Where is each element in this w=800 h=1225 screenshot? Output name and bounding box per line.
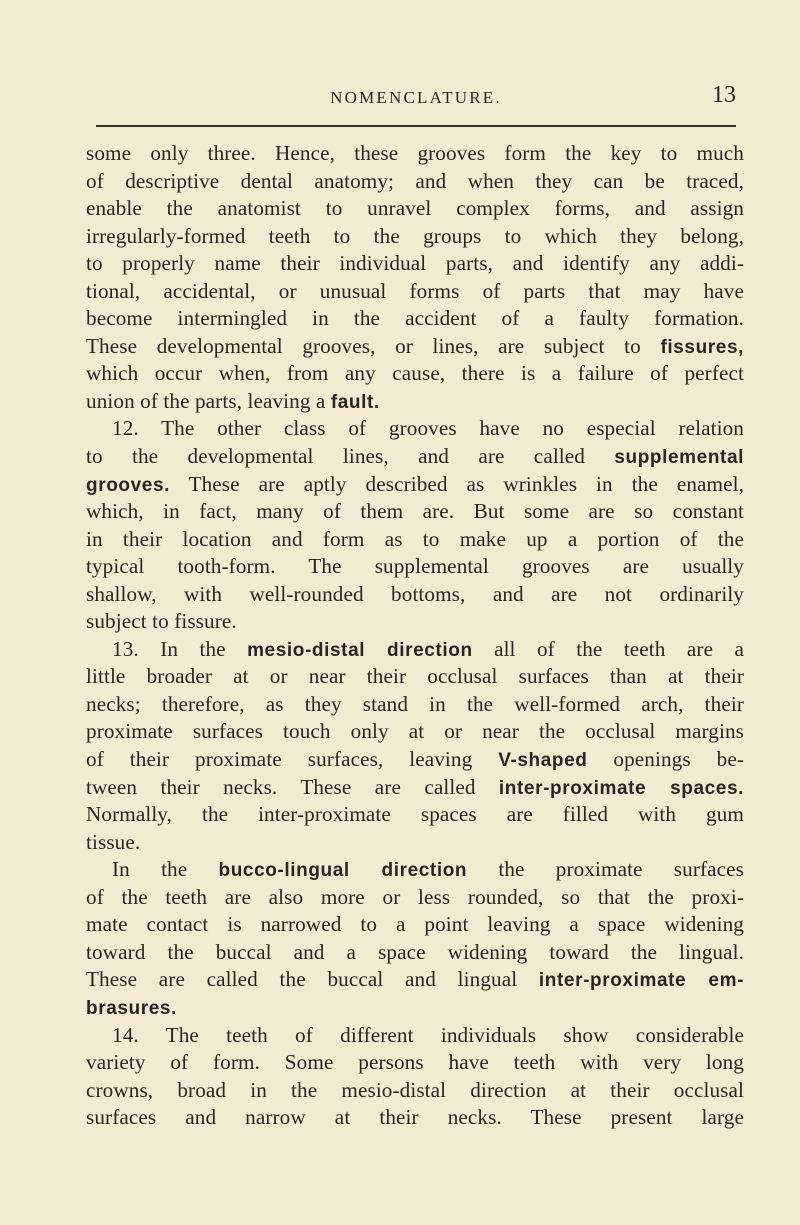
text-line: shallow, with well-rounded bottoms, and are not ordinarily — [86, 581, 744, 606]
text-line: surfaces and narrow at their necks. These present large — [86, 1105, 744, 1130]
text-line — [86, 856, 744, 884]
running-head — [96, 82, 736, 122]
text-line: become intermingled in the accident of a faulty formation. — [86, 306, 744, 331]
text-run: In the — [112, 857, 219, 882]
text-line: Normally, the inter-proximate spaces are filled with gum — [86, 802, 744, 827]
text-line: to properly name their individual parts, and identify any addi- — [86, 251, 744, 276]
text-line: which occur when, from any cause, there is a failure of perfect — [86, 361, 744, 386]
term-supplemental: supplemental — [614, 447, 744, 469]
text-run: These are called the buccal and lingual — [86, 967, 539, 992]
text-line: enable the anatomist to unravel complex forms, and assign — [86, 196, 744, 221]
term-embrasures-cont: brasures. — [86, 997, 177, 1019]
text-line: in their location and form as to make up a portion of the — [86, 526, 744, 551]
text-run: These are aptly described as wrinkles in the enamel, — [170, 471, 744, 496]
text-run: to the developmental lines, and are called — [86, 444, 615, 469]
text-line: some only three. Hence, these grooves form the key to much — [86, 141, 744, 165]
text-line: of descriptive dental anatomy; and when they can be traced, — [86, 168, 744, 193]
text-line: variety of form. Some persons have teeth with very long — [86, 1050, 744, 1075]
text-line — [86, 471, 744, 499]
text-line — [86, 994, 744, 1022]
text-line: tissue. — [86, 829, 141, 854]
text-run: These developmental grooves, or lines, are subject to — [86, 333, 661, 358]
text-line — [86, 966, 744, 994]
text-line: irregularly-formed teeth to the groups to which they belong, — [86, 223, 744, 248]
text-run: all of the teeth are a — [472, 636, 744, 661]
text-line: crowns, broad in the mesio-distal direction at their occlusal — [86, 1077, 744, 1102]
body-text — [86, 140, 744, 1132]
text-run: tween their necks. These are called — [86, 774, 499, 799]
text-line: little broader at or near their occlusal surfaces than at their — [86, 664, 744, 689]
text-line — [86, 443, 744, 471]
text-line: typical tooth-form. The supplemental grooves are usually — [86, 554, 744, 579]
text-run: 13. In the — [112, 636, 248, 661]
text-line — [86, 333, 744, 361]
text-line: toward the buccal and a space widening toward the lingual. — [86, 939, 744, 964]
term-grooves: grooves. — [86, 474, 170, 496]
text-line: mate contact is narrowed to a point leaving a space widening — [86, 912, 744, 937]
term-inter-proximate-spaces: inter-proximate spaces. — [498, 777, 744, 799]
text-line: proximate surfaces touch only at or near the occlusal margins — [86, 719, 744, 744]
text-run: openings be- — [587, 747, 744, 772]
term-embrasures: inter-proximate em- — [538, 970, 744, 992]
text-line: 14. The teeth of different individuals show considerable — [112, 1022, 744, 1047]
text-line: 12. The other class of grooves have no especial relation — [112, 416, 744, 441]
term-fissures: fissures, — [660, 336, 744, 358]
text-line — [86, 746, 744, 774]
text-line: of the teeth are also more or less rounded, so that the proxi- — [86, 884, 744, 909]
text-line: subject to fissure. — [86, 609, 237, 634]
text-line — [86, 636, 744, 664]
text-run: the proximate surfaces — [467, 857, 744, 882]
term-mesio-distal: mesio-distal direction — [247, 639, 473, 661]
term-bucco-lingual: bucco-lingual direction — [218, 860, 468, 882]
page-number: 13 — [712, 82, 736, 108]
text-line: which, in fact, many of them are. But some are so constant — [86, 499, 744, 524]
text-run: of their proximate surfaces, leaving — [86, 747, 499, 772]
term-v-shaped: V-shaped — [498, 750, 588, 772]
text-line — [86, 388, 744, 416]
running-title: NOMENCLATURE. — [330, 88, 502, 107]
text-run: union of the parts, leaving a — [86, 388, 331, 413]
header-rule — [96, 125, 736, 127]
text-line: necks; therefore, as they stand in the well-formed arch, their — [86, 691, 744, 716]
text-line — [86, 774, 744, 802]
term-fault: fault. — [330, 391, 380, 413]
text-line: tional, accidental, or unusual forms of parts that may have — [86, 278, 744, 303]
